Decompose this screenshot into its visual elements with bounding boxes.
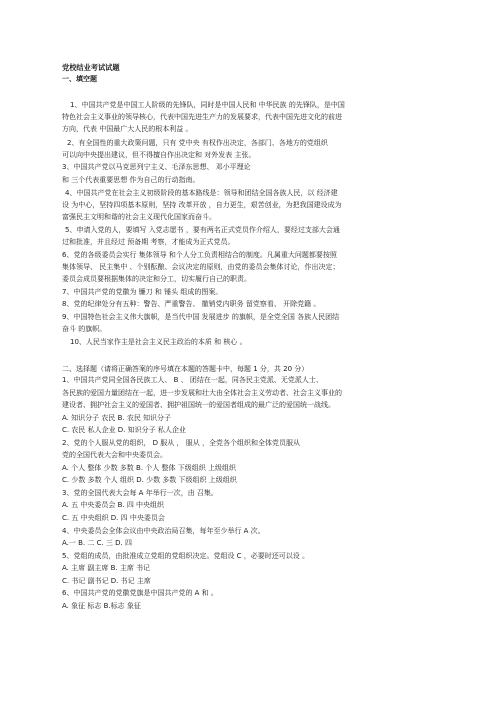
q2-line-1: 2、有全国性的重大政策问题，只有 党中央 有权作出决定，各部门、各地方的党组织 [67, 139, 328, 147]
c5-line: 5、党组的成员，由批准成立党组的党组织决定。党组设 C ，必要时还可以设 。 [62, 552, 310, 560]
document-title: 党校结业考试试题 [62, 63, 120, 72]
c1-line-3: 建设者、拥护社会主义的爱国者、拥护祖国统一的爱国者组成的最广泛的爱国统一战线。 [62, 401, 335, 409]
c1-options-ab: A. 知识分子 农民 B. 农民 知识分子 [62, 414, 172, 422]
q5-line-2: 过和批准，并且经过 预备期 考察，才能成为正式党员。 [62, 238, 235, 246]
c1-line-1: 1、中国共产党同全国各民族工人、 B 、 团结在一起，同各民主党派、无党派人士、 [62, 376, 323, 384]
c2-options-cd: C. 少数 多数 个人 组织 D. 少数 多数 下级组织 上级组织 [62, 476, 237, 484]
q6-line-3: 委员会成员要根据集体的决定和分工，切实履行自己的职责。 [62, 275, 251, 283]
q8-line: 8、党的纪律处分有五种：警告、严重警告、 撤销党内职务 留党察看、 开除党籍 。 [62, 300, 321, 308]
q9-line-1: 9、中国特色社会主义伟大旗帜，是当代中国 发展进步 的旗帜，是全党全国 各族人民团结 [62, 313, 340, 321]
q2-line-2: 可以向中央提出建议，但不得擅自作出决定和 对外发表 主张。 [62, 151, 256, 159]
c6-options: A. 象征 标志 B.标志 象征 [62, 602, 141, 610]
c5-options-cd: C. 书记 副书记 D. 书记 主席 [62, 577, 151, 585]
c4-line: 4、中央委员会全体会议由中央政治局召集，每年至少举行 A 次。 [62, 527, 265, 535]
q4-line-3: 富强民主文明和谐的社会主义现代化国家而奋斗。 [62, 213, 216, 221]
q1-line-1: 1、中国共产党是中国工人阶级的先锋队，同时是中国人民和 中华民族 的先锋队，是中国 [70, 101, 345, 109]
c3-options-cd: C. 五 中央组织 D. 四 中央委员会 [62, 514, 165, 522]
section-fill-in-blanks: 一、填空题 [62, 75, 97, 83]
c1-line-2: 各民族的爱国力量团结在一起，进一步发展和壮大由全体社会主义劳动者、社会主义事业的 [62, 389, 342, 397]
c3-line: 3、党的全国代表大会每 A 年举行一次，由 召集。 [62, 489, 218, 497]
c5-options-ab: A. 主席 副主席 B. 主席 书记 [62, 564, 151, 572]
q10-line: 10、人民当家作主是社会主义民主政治的本质 和 核心 。 [70, 338, 247, 346]
c4-options: A.一 B. 二 C. 三 D. 四 [62, 539, 132, 547]
q7-line: 7、中国共产党的党徽为 镰刀 和 锤头 组成的图案。 [62, 288, 223, 296]
c2-options-ab: A. 个人 整体 少数 多数 B. 个人 整体 下级组织 上级组织 [62, 464, 236, 472]
section-multiple-choice: 二、选择题（请将正确答案的序号填在本题的答题卡中，每题 1 分，共 20 分） [62, 365, 309, 373]
c1-options-cd: C. 农民 私人企业 D. 知识分子 私人企业 [62, 426, 186, 434]
q4-line-2: 设 为中心，坚持四项基本原则，坚持 改革开放 ，自力更生，艰苦创业，为把我国建设成为 [62, 201, 342, 209]
c2-line-1: 2、党的个人服从党的组织， D 服从 ， 服从 ，全党各个组织和全体党员服从 [62, 439, 300, 447]
q9-line-2: 奋斗 的旗帜。 [62, 325, 107, 333]
c6-line: 6、中国共产党的党徽党旗是中国共产党的 A 和 。 [62, 589, 218, 597]
q4-line-1: 4、中国共产党在社会主义初级阶段的基本路线是：领导和团结全国各族人民，以 经济建 [65, 189, 338, 197]
q3-line-1: 3、中国共产党以马克思列宁主义、毛泽东思想、 邓小平理论 [62, 163, 251, 171]
q1-line-3: 方向，代表 中国最广大人民的根本利益 。 [62, 125, 193, 133]
q1-line-2: 特色社会主义事业的领导核心，代表中国先进生产力的发展要求，代表中国先进文化的前进 [62, 113, 342, 121]
c2-line-2: 党的全国代表大会和中央委员会。 [62, 451, 167, 459]
q3-line-2: 和 三个代表重要思想 作为自己的行动指南。 [62, 176, 200, 184]
q5-line-1: 5、申请入党的人，要填写 入党志愿书 ，要有两名正式党员作介绍人，要经过支部大会通 [65, 226, 340, 234]
q6-line-2: 集体领导、 民主集中 、个别酝酿、会议决定的原则，由党的委员会集体讨论，作出决定； [62, 263, 340, 271]
q6-line-1: 6、党的各级委员会实行 集体领导 和个人分工负责相结合的制度。凡属重大问题都要按照 [62, 251, 337, 259]
c3-options-ab: A. 五 中央委员会 B. 四 中央组织 [62, 501, 165, 509]
